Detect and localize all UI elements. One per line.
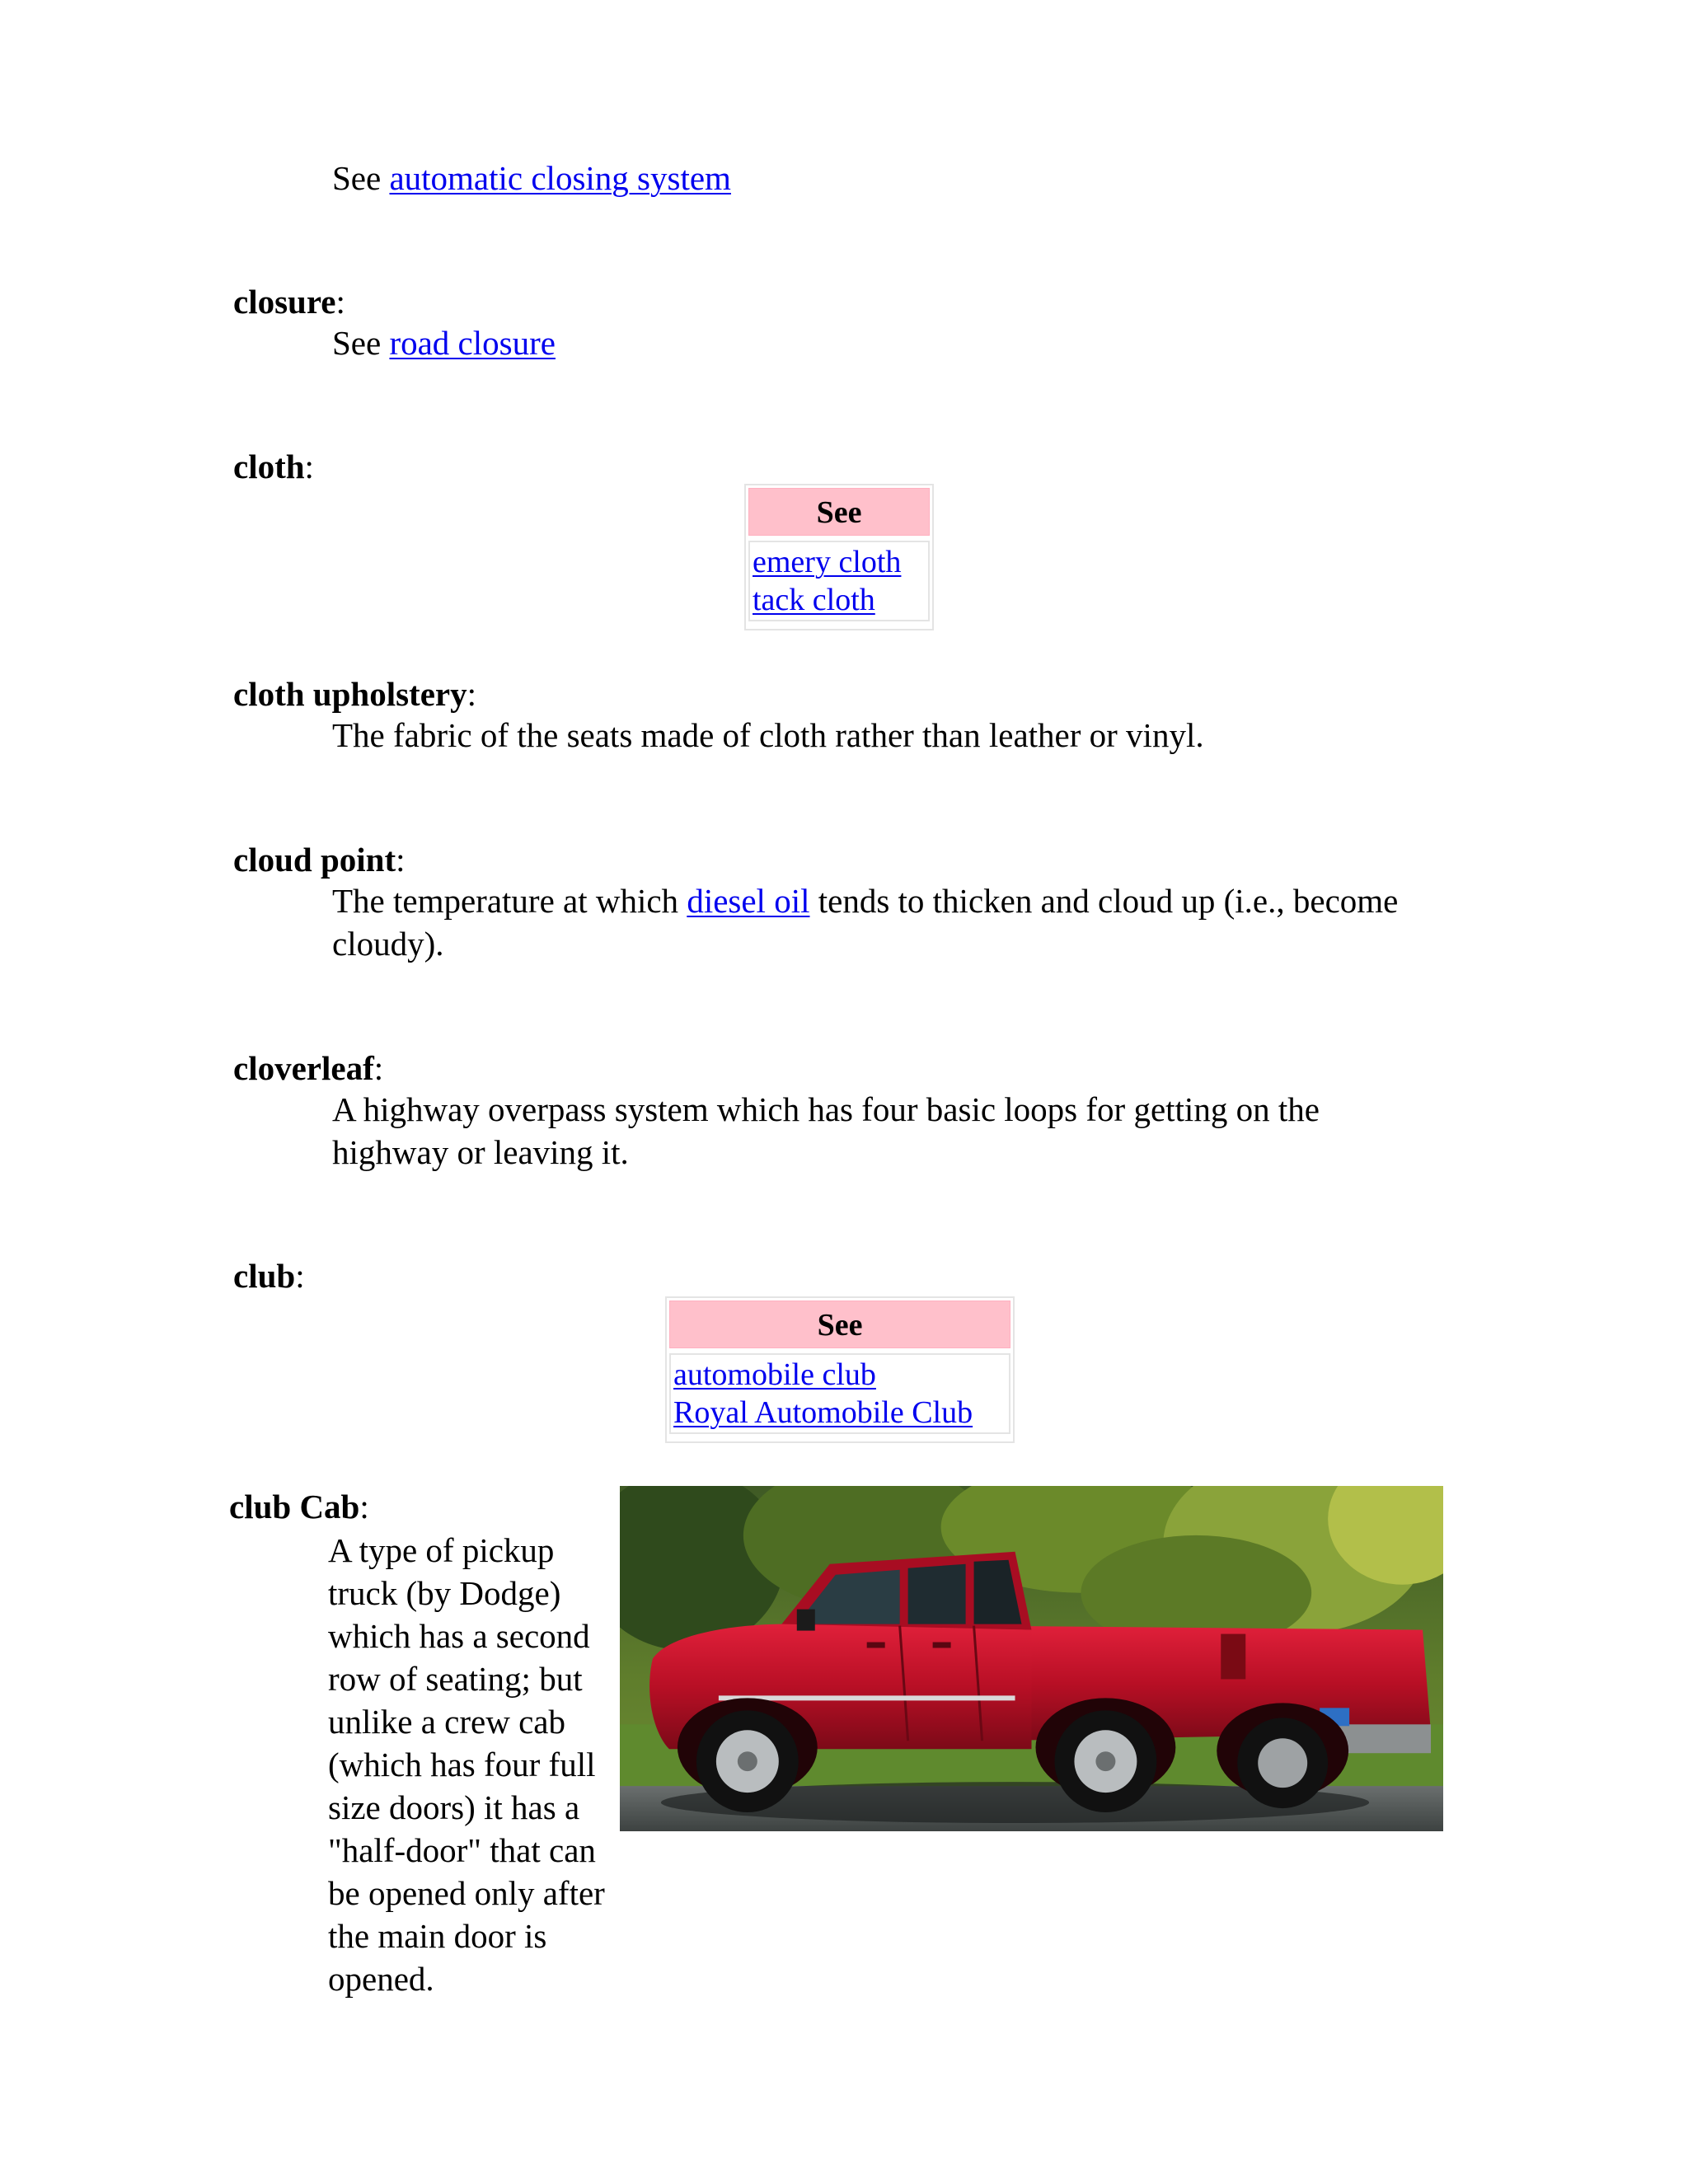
term-club-cab-label: club Cab: [229, 1488, 360, 1526]
link-automobile-club[interactable]: automobile club: [673, 1357, 876, 1392]
closing-system-definition: [332, 157, 731, 199]
term-colon: :: [295, 1257, 305, 1295]
cloth-upholstery-definition: The fabric of the seats made of cloth rather than leather or vinyl.: [332, 716, 1204, 754]
term-cloth-upholstery-label: cloth upholstery: [233, 675, 467, 713]
cloth-see-table: [744, 484, 934, 630]
term-colon: :: [373, 1049, 384, 1087]
term-cloud-point: [233, 838, 406, 881]
link-automatic-closing-system[interactable]: automatic closing system: [389, 159, 731, 197]
link-diesel-oil[interactable]: diesel oil: [687, 882, 810, 920]
term-club: [233, 1254, 305, 1297]
term-colon: :: [304, 448, 314, 485]
term-club-cab: [229, 1485, 369, 1528]
see-table-body: [748, 541, 930, 621]
see-table-header: See: [748, 488, 930, 536]
red-pickup-truck-photo: [620, 1486, 1443, 1831]
term-colon: :: [467, 675, 477, 713]
definition-text: The temperature at which: [332, 882, 687, 920]
link-emery-cloth[interactable]: emery cloth: [753, 545, 902, 579]
see-table-header: See: [669, 1301, 1010, 1348]
club-see-table: [665, 1296, 1015, 1443]
see-table-body: [669, 1353, 1010, 1434]
term-cloverleaf: [233, 1047, 383, 1090]
closure-definition: [332, 321, 556, 364]
term-colon: :: [359, 1488, 369, 1526]
club-cab-definition: A type of pickup truck (by Dodge) which has a second row of seating; but unlike a crew cab (which has four full size doors) it has a "half-door" that can be opened only after the main door is opened.: [328, 1531, 605, 1998]
term-cloth: [233, 445, 314, 488]
see-prefix: See: [332, 159, 390, 197]
term-cloverleaf-label: cloverleaf: [233, 1049, 374, 1087]
term-club-label: club: [233, 1257, 296, 1295]
link-tack-cloth[interactable]: tack cloth: [753, 583, 875, 617]
term-colon: :: [335, 283, 345, 321]
link-royal-automobile-club[interactable]: Royal Automobile Club: [673, 1395, 973, 1430]
term-closure: [233, 280, 345, 323]
term-cloth-label: cloth: [233, 448, 305, 485]
see-prefix: See: [332, 324, 390, 362]
pickup-truck-image: [620, 1486, 1443, 1831]
term-cloth-upholstery: [233, 673, 476, 715]
term-closure-label: closure: [233, 283, 336, 321]
cloud-point-definition: [332, 879, 1437, 965]
cloverleaf-definition: A highway overpass system which has four basic loops for getting on the highway or leaving it.: [332, 1090, 1320, 1171]
term-colon: :: [396, 841, 406, 879]
definition-text: tends to thicken and cloud up (i.e., become cloudy).: [332, 882, 1399, 963]
term-cloud-point-label: cloud point: [233, 841, 396, 879]
link-road-closure[interactable]: road closure: [389, 324, 556, 362]
